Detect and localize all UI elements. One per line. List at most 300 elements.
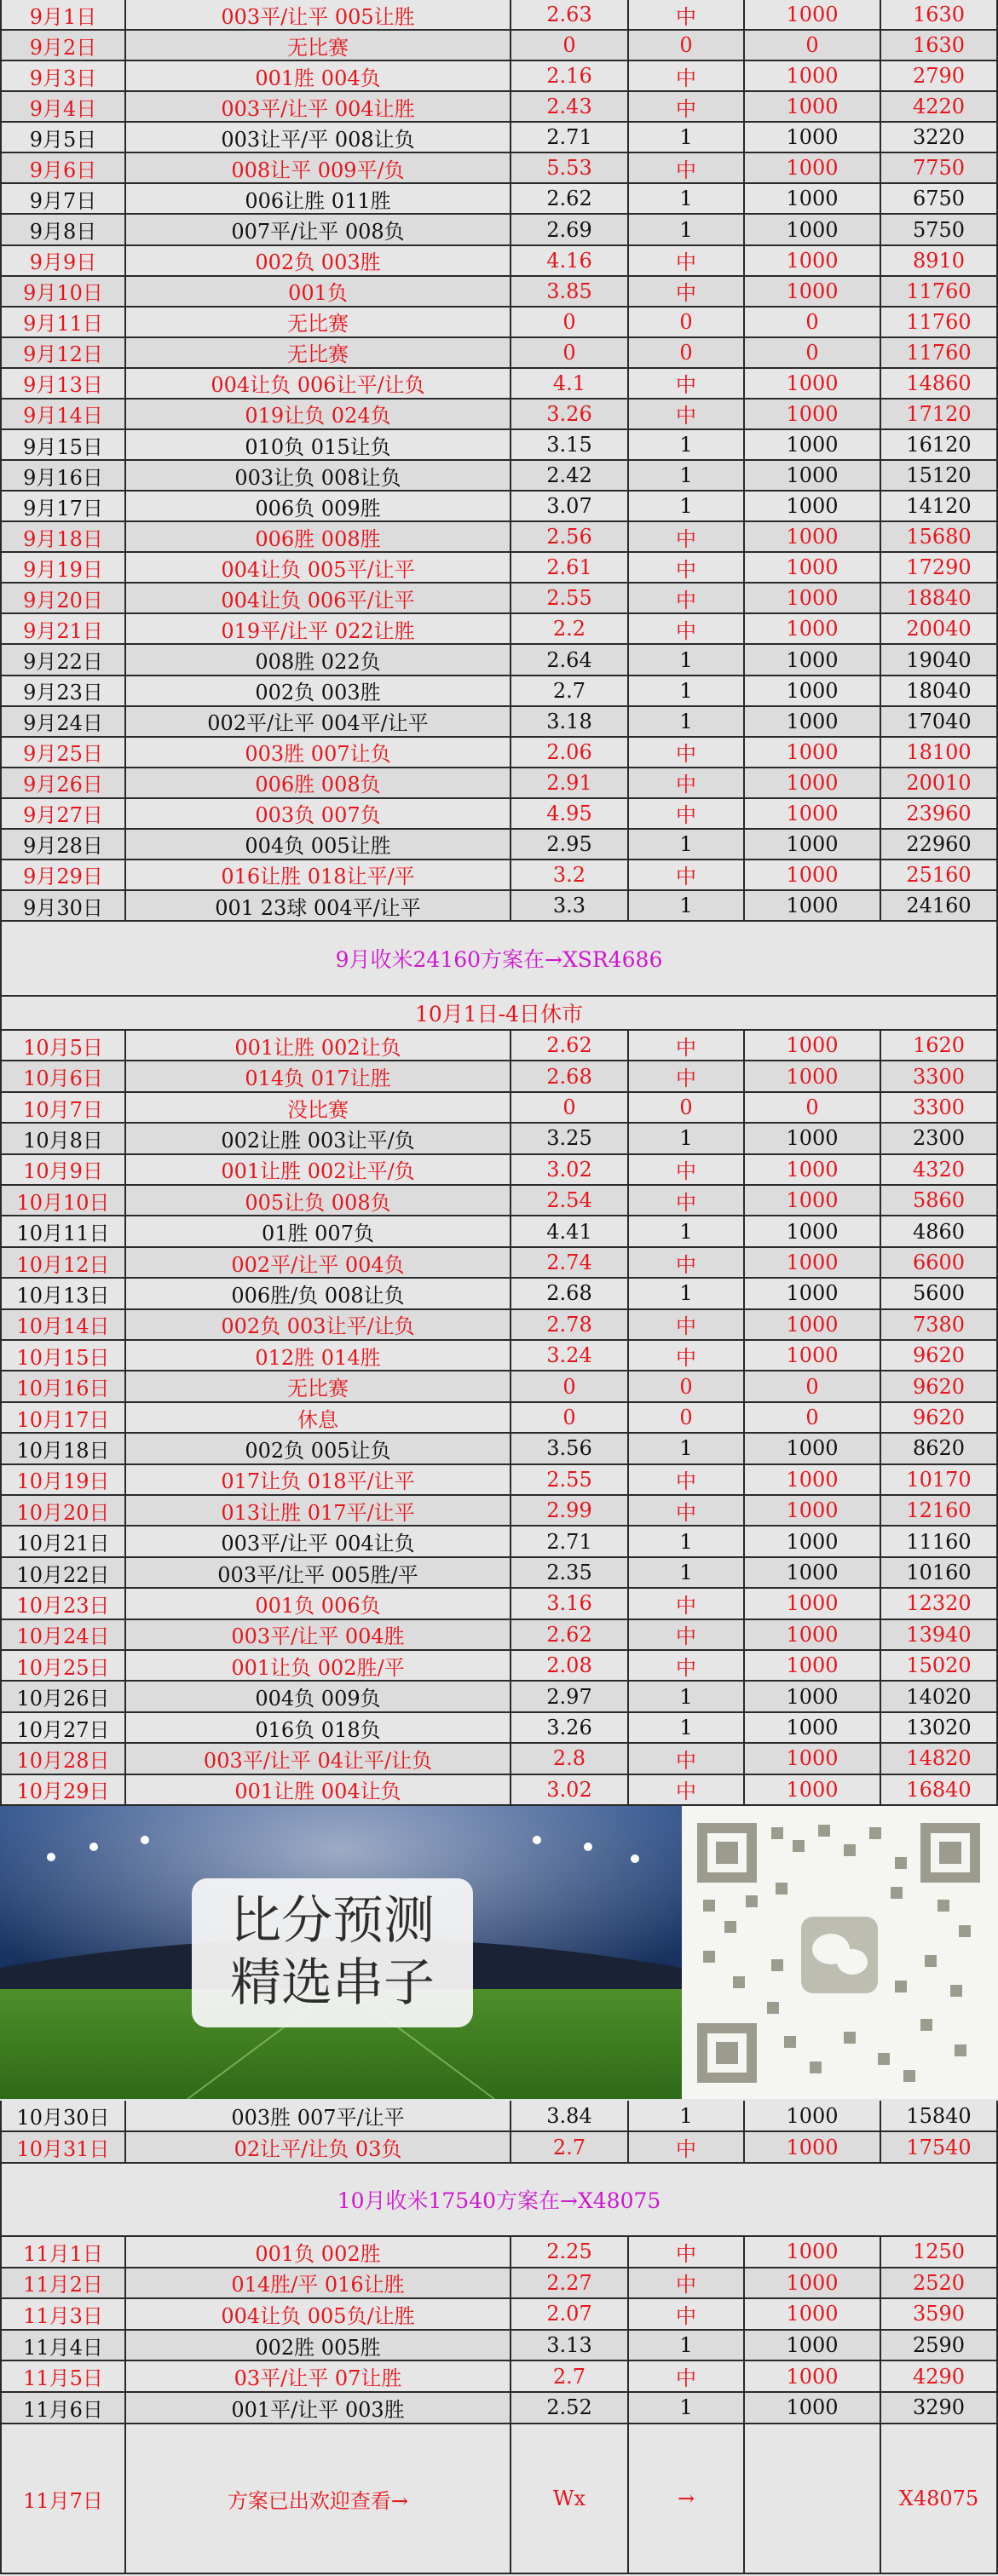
row-date: 9月19日 xyxy=(0,553,126,582)
row-total: 4320 xyxy=(881,1155,998,1184)
table-row xyxy=(0,1589,998,1619)
row-odds: 3.3 xyxy=(511,891,629,920)
row-total: 24160 xyxy=(881,891,998,920)
row-result: 中 xyxy=(629,2132,745,2162)
row-date: 10月7日 xyxy=(0,1093,126,1122)
row-total: 3300 xyxy=(881,1061,998,1090)
row-pick: 001让胜 004让负 xyxy=(126,1775,511,1804)
row-total: 3220 xyxy=(881,123,998,152)
row-stake: 1000 xyxy=(745,92,881,121)
table-row xyxy=(0,400,998,430)
row-pick: 006胜 008负 xyxy=(126,768,511,797)
table-row xyxy=(0,799,998,830)
row-total: 7750 xyxy=(881,153,998,182)
row-total: 13020 xyxy=(881,1713,998,1742)
row-result: 1 xyxy=(629,184,745,213)
row-date: 10月5日 xyxy=(0,1031,126,1060)
row-date: 9月3日 xyxy=(0,61,126,90)
row-stake: 1000 xyxy=(745,768,881,797)
row-odds: 3.07 xyxy=(511,492,629,520)
row-stake: 1000 xyxy=(745,61,881,90)
row-total: 6750 xyxy=(881,184,998,213)
row-total: 17120 xyxy=(881,400,998,428)
september-summary-banner: 9月收米24160方案在→XSR4686 xyxy=(0,922,998,997)
table-row xyxy=(0,246,998,277)
row-result: 1 xyxy=(629,707,745,736)
row-stake: 1000 xyxy=(745,2132,881,2162)
row-stake: 1000 xyxy=(745,1124,881,1153)
row-date: 10月23日 xyxy=(0,1589,126,1618)
row-date: 10月10日 xyxy=(0,1186,126,1215)
row-result: 中 xyxy=(629,61,745,90)
row-result: 中 xyxy=(629,2237,745,2267)
promo-banner[interactable] xyxy=(0,1806,998,2099)
row-total: 15020 xyxy=(881,1651,998,1680)
row-result: 0 xyxy=(629,1403,745,1432)
row-date: 10月17日 xyxy=(0,1403,126,1432)
row-pick: 002让胜 003让平/负 xyxy=(126,1124,511,1153)
row-total: 17540 xyxy=(881,2132,998,2162)
row-date: 11月5日 xyxy=(0,2361,126,2391)
row-odds: 2.55 xyxy=(511,584,629,612)
row-result: 中 xyxy=(629,1248,745,1277)
table-row xyxy=(0,1558,998,1589)
row-pick: 016负 018负 xyxy=(126,1713,511,1742)
row-stake: 1000 xyxy=(745,1031,881,1060)
row-result: 中 xyxy=(629,1310,745,1339)
row-total: 2790 xyxy=(881,61,998,90)
row-stake: 1000 xyxy=(745,676,881,705)
row-date: 10月8日 xyxy=(0,1124,126,1153)
table-row xyxy=(0,153,998,184)
row-stake: 0 xyxy=(745,308,881,336)
row-stake: 1000 xyxy=(745,277,881,306)
row-stake: 1000 xyxy=(745,1496,881,1525)
row-odds: 3.26 xyxy=(511,1713,629,1742)
row-odds: 2.71 xyxy=(511,123,629,152)
table-row xyxy=(0,1186,998,1216)
row-pick: 001负 xyxy=(126,277,511,306)
table-row xyxy=(0,1713,998,1744)
row-stake: 1000 xyxy=(745,430,881,459)
row-pick: 001 23球 004平/让平 xyxy=(126,891,511,920)
table-row xyxy=(0,860,998,891)
row-total: 4220 xyxy=(881,92,998,121)
row-stake: 1000 xyxy=(745,2331,881,2360)
row-date: 9月11日 xyxy=(0,308,126,336)
table-row xyxy=(0,707,998,738)
row-stake: 1000 xyxy=(745,553,881,582)
table-row xyxy=(0,522,998,553)
row-stake: 1000 xyxy=(745,830,881,859)
row-odds: 2.52 xyxy=(511,2393,629,2423)
row-date: 10月31日 xyxy=(0,2132,126,2162)
row-result: 中 xyxy=(629,553,745,582)
row-stake: 1000 xyxy=(745,707,881,736)
table-row xyxy=(0,92,998,123)
row-date: 9月17日 xyxy=(0,492,126,520)
row-odds: 2.7 xyxy=(511,2361,629,2391)
row-total: 25160 xyxy=(881,860,998,889)
row-odds: 2.55 xyxy=(511,1465,629,1494)
row-date: 9月29日 xyxy=(0,860,126,889)
final-contact: Wx xyxy=(511,2424,629,2573)
row-date: 9月22日 xyxy=(0,645,126,674)
row-pick: 001负 006负 xyxy=(126,1589,511,1618)
row-result: 1 xyxy=(629,830,745,859)
row-result: 1 xyxy=(629,1434,745,1463)
row-total: 5600 xyxy=(881,1279,998,1308)
table-row xyxy=(0,61,998,92)
row-pick: 03平/让平 07让胜 xyxy=(126,2361,511,2391)
row-pick: 无比赛 xyxy=(126,1371,511,1400)
row-result: 1 xyxy=(629,2101,745,2130)
row-total: 6600 xyxy=(881,1248,998,1277)
row-total: 15680 xyxy=(881,522,998,551)
row-pick: 003平/让平 004胜 xyxy=(126,1620,511,1649)
row-stake: 1000 xyxy=(745,0,881,29)
row-result: 0 xyxy=(629,308,745,336)
table-row xyxy=(0,614,998,645)
row-result: 中 xyxy=(629,1589,745,1618)
row-pick: 002负 003胜 xyxy=(126,246,511,275)
row-pick: 006负 009胜 xyxy=(126,492,511,520)
table-row xyxy=(0,461,998,492)
row-date: 9月5日 xyxy=(0,123,126,152)
row-total: 2520 xyxy=(881,2268,998,2298)
row-date: 10月13日 xyxy=(0,1279,126,1308)
table-row xyxy=(0,1496,998,1527)
table-row xyxy=(0,584,998,614)
row-stake: 1000 xyxy=(745,1558,881,1587)
table-row xyxy=(0,1031,998,1061)
row-odds: 4.41 xyxy=(511,1216,629,1245)
table-row xyxy=(0,1744,998,1774)
row-odds: 0 xyxy=(511,1403,629,1432)
row-date: 9月20日 xyxy=(0,584,126,612)
table-row xyxy=(0,553,998,584)
row-stake: 1000 xyxy=(745,799,881,828)
row-pick: 001胜 004负 xyxy=(126,61,511,90)
row-total: 2590 xyxy=(881,2331,998,2360)
row-odds: 2.54 xyxy=(511,1186,629,1215)
table-row xyxy=(0,492,998,522)
table-row xyxy=(0,2101,998,2132)
row-pick: 002负 003胜 xyxy=(126,676,511,705)
row-total: 2300 xyxy=(881,1124,998,1153)
row-total: 4290 xyxy=(881,2361,998,2391)
row-pick: 003胜 007平/让平 xyxy=(126,2101,511,2130)
row-pick: 02让平/让负 03负 xyxy=(126,2132,511,2162)
row-result: 中 xyxy=(629,246,745,275)
table-row xyxy=(0,768,998,799)
row-total: 18840 xyxy=(881,584,998,612)
row-result: 中 xyxy=(629,1775,745,1804)
row-pick: 002负 005让负 xyxy=(126,1434,511,1463)
row-stake: 1000 xyxy=(745,1279,881,1308)
row-odds: 2.16 xyxy=(511,61,629,90)
promo-title-line1: 比分预测 xyxy=(230,1891,435,1951)
row-pick: 001负 002胜 xyxy=(126,2237,511,2267)
row-date: 9月16日 xyxy=(0,461,126,490)
row-date: 11月3日 xyxy=(0,2299,126,2329)
row-result: 中 xyxy=(629,0,745,29)
row-stake: 0 xyxy=(745,1093,881,1122)
table-row xyxy=(0,1465,998,1496)
row-pick: 001让胜 002让平/负 xyxy=(126,1155,511,1184)
row-result: 1 xyxy=(629,1713,745,1742)
row-odds: 3.13 xyxy=(511,2331,629,2360)
row-stake: 1000 xyxy=(745,1186,881,1215)
row-pick: 010负 015让负 xyxy=(126,430,511,459)
row-result: 中 xyxy=(629,369,745,398)
row-result: 中 xyxy=(629,2299,745,2329)
table-row xyxy=(0,1248,998,1279)
row-stake: 1000 xyxy=(745,1651,881,1680)
row-stake: 0 xyxy=(745,338,881,367)
row-stake: 1000 xyxy=(745,2268,881,2298)
row-stake: 1000 xyxy=(745,1434,881,1463)
row-result: 1 xyxy=(629,492,745,520)
row-odds: 3.16 xyxy=(511,1589,629,1618)
row-pick: 001让胜 002让负 xyxy=(126,1031,511,1060)
row-total: 11760 xyxy=(881,277,998,306)
row-result: 中 xyxy=(629,1496,745,1525)
row-result: 1 xyxy=(629,215,745,244)
row-stake: 1000 xyxy=(745,645,881,674)
row-odds: 2.62 xyxy=(511,184,629,213)
row-stake: 1000 xyxy=(745,1713,881,1742)
row-total: 3300 xyxy=(881,1093,998,1122)
row-odds: 0 xyxy=(511,1093,629,1122)
row-stake: 1000 xyxy=(745,2299,881,2329)
row-odds: 4.1 xyxy=(511,369,629,398)
row-result: 中 xyxy=(629,522,745,551)
table-row xyxy=(0,1310,998,1341)
row-date: 9月18日 xyxy=(0,522,126,551)
row-date: 10月16日 xyxy=(0,1371,126,1400)
row-date: 9月30日 xyxy=(0,891,126,920)
row-odds: 2.99 xyxy=(511,1496,629,1525)
row-result: 中 xyxy=(629,1155,745,1184)
row-date: 9月2日 xyxy=(0,31,126,60)
row-result: 中 xyxy=(629,400,745,428)
row-result: 中 xyxy=(629,1341,745,1370)
row-result: 1 xyxy=(629,2331,745,2360)
row-pick: 没比赛 xyxy=(126,1093,511,1122)
row-date: 10月29日 xyxy=(0,1775,126,1804)
table-row xyxy=(0,2132,998,2164)
table-row xyxy=(0,2393,998,2424)
row-stake: 1000 xyxy=(745,1744,881,1773)
row-date: 10月11日 xyxy=(0,1216,126,1245)
row-result: 中 xyxy=(629,584,745,612)
row-odds: 0 xyxy=(511,338,629,367)
row-result: 1 xyxy=(629,430,745,459)
row-odds: 2.91 xyxy=(511,768,629,797)
row-date: 9月25日 xyxy=(0,738,126,767)
row-pick: 017让负 018平/让平 xyxy=(126,1465,511,1494)
row-total: 14860 xyxy=(881,369,998,398)
row-odds: 3.2 xyxy=(511,860,629,889)
row-total: 14020 xyxy=(881,1682,998,1711)
row-pick: 004负 005让胜 xyxy=(126,830,511,859)
row-pick: 002胜 005胜 xyxy=(126,2331,511,2360)
table-row xyxy=(0,1682,998,1712)
row-date: 9月7日 xyxy=(0,184,126,213)
final-date: 11月7日 xyxy=(0,2424,126,2573)
table-row xyxy=(0,1216,998,1247)
row-stake: 0 xyxy=(745,1403,881,1432)
row-odds: 2.68 xyxy=(511,1061,629,1090)
row-odds: 2.78 xyxy=(511,1310,629,1339)
wechat-icon xyxy=(801,1917,878,1993)
table-row xyxy=(0,369,998,400)
row-stake: 1000 xyxy=(745,1216,881,1245)
row-stake: 1000 xyxy=(745,860,881,889)
row-pick: 004让负 006让平/让负 xyxy=(126,369,511,398)
row-odds: 4.16 xyxy=(511,246,629,275)
row-result: 1 xyxy=(629,676,745,705)
final-pick-link[interactable]: 方案已出欢迎查看→ xyxy=(126,2424,511,2573)
row-result: 中 xyxy=(629,1465,745,1494)
row-pick: 004让负 006平/让平 xyxy=(126,584,511,612)
table-row xyxy=(0,430,998,461)
row-stake: 1000 xyxy=(745,184,881,213)
row-odds: 3.25 xyxy=(511,1124,629,1153)
row-total: 18100 xyxy=(881,738,998,767)
row-pick: 003平/让平 04让平/让负 xyxy=(126,1744,511,1773)
row-pick: 003让负 008让负 xyxy=(126,461,511,490)
row-result: 1 xyxy=(629,1527,745,1555)
row-date: 10月22日 xyxy=(0,1558,126,1587)
row-odds: 2.62 xyxy=(511,1031,629,1060)
row-date: 10月28日 xyxy=(0,1744,126,1773)
row-date: 9月13日 xyxy=(0,369,126,398)
row-pick: 003平/让平 004让负 xyxy=(126,1527,511,1555)
row-total: 22960 xyxy=(881,830,998,859)
row-total: 11760 xyxy=(881,338,998,367)
table-row xyxy=(0,1775,998,1806)
row-pick: 007平/让平 008负 xyxy=(126,215,511,244)
row-date: 9月4日 xyxy=(0,92,126,121)
row-date: 9月8日 xyxy=(0,215,126,244)
row-odds: 3.02 xyxy=(511,1155,629,1184)
row-odds: 3.18 xyxy=(511,707,629,736)
row-date: 9月1日 xyxy=(0,0,126,29)
row-total: 8620 xyxy=(881,1434,998,1463)
row-odds: 2.68 xyxy=(511,1279,629,1308)
row-stake: 1000 xyxy=(745,2361,881,2391)
row-pick: 008胜 022负 xyxy=(126,645,511,674)
row-pick: 01胜 007负 xyxy=(126,1216,511,1245)
row-result: 中 xyxy=(629,1620,745,1649)
table-row xyxy=(0,1434,998,1464)
row-odds: 2.74 xyxy=(511,1248,629,1277)
table-row xyxy=(0,830,998,860)
table-row xyxy=(0,1155,998,1186)
table-row xyxy=(0,2268,998,2300)
row-date: 9月9日 xyxy=(0,246,126,275)
row-odds: 2.56 xyxy=(511,522,629,551)
table-row xyxy=(0,1651,998,1682)
row-result: 中 xyxy=(629,1061,745,1090)
row-stake: 1000 xyxy=(745,1465,881,1494)
row-result: 0 xyxy=(629,338,745,367)
row-result: 中 xyxy=(629,1031,745,1060)
row-pick: 003让平/平 008让负 xyxy=(126,123,511,152)
row-total: 9620 xyxy=(881,1341,998,1370)
row-total: 16120 xyxy=(881,430,998,459)
table-row xyxy=(0,1371,998,1402)
row-stake: 1000 xyxy=(745,1155,881,1184)
row-total: 16840 xyxy=(881,1775,998,1804)
row-total: 10170 xyxy=(881,1465,998,1494)
row-date: 9月21日 xyxy=(0,614,126,643)
row-stake: 1000 xyxy=(745,123,881,152)
row-total: 5750 xyxy=(881,215,998,244)
row-result: 1 xyxy=(629,2393,745,2423)
row-odds: 2.97 xyxy=(511,1682,629,1711)
table-row xyxy=(0,1527,998,1557)
row-odds: 2.95 xyxy=(511,830,629,859)
row-odds: 2.7 xyxy=(511,676,629,705)
table-row xyxy=(0,645,998,676)
row-total: 23960 xyxy=(881,799,998,828)
row-total: 17290 xyxy=(881,553,998,582)
row-result: 0 xyxy=(629,1371,745,1400)
row-stake: 1000 xyxy=(745,584,881,612)
row-total: 5860 xyxy=(881,1186,998,1215)
row-stake: 1000 xyxy=(745,1682,881,1711)
row-pick: 001平/让平 003胜 xyxy=(126,2393,511,2423)
table-row xyxy=(0,215,998,245)
row-odds: 5.53 xyxy=(511,153,629,182)
october-break-banner: 10月1日-4日休市 xyxy=(0,997,998,1031)
row-total: 10160 xyxy=(881,1558,998,1587)
row-stake: 1000 xyxy=(745,1775,881,1804)
row-total: 1630 xyxy=(881,31,998,60)
row-stake: 1000 xyxy=(745,2393,881,2423)
row-pick: 003负 007负 xyxy=(126,799,511,828)
table-row xyxy=(0,123,998,153)
row-odds: 2.35 xyxy=(511,1558,629,1587)
row-pick: 003平/让平 004让胜 xyxy=(126,92,511,121)
row-total: 19040 xyxy=(881,645,998,674)
row-odds: 3.15 xyxy=(511,430,629,459)
table-row xyxy=(0,1093,998,1124)
table-row xyxy=(0,1061,998,1092)
table-row xyxy=(0,1341,998,1371)
row-date: 10月24日 xyxy=(0,1620,126,1649)
row-stake: 1000 xyxy=(745,1248,881,1277)
row-odds: 2.61 xyxy=(511,553,629,582)
row-odds: 2.7 xyxy=(511,2132,629,2162)
row-date: 9月6日 xyxy=(0,153,126,182)
row-odds: 2.69 xyxy=(511,215,629,244)
row-odds: 3.02 xyxy=(511,1775,629,1804)
table-row xyxy=(0,1279,998,1309)
row-odds: 2.63 xyxy=(511,0,629,29)
row-date: 9月26日 xyxy=(0,768,126,797)
row-result: 1 xyxy=(629,1279,745,1308)
row-result: 中 xyxy=(629,2268,745,2298)
row-result: 0 xyxy=(629,31,745,60)
row-date: 9月15日 xyxy=(0,430,126,459)
row-stake: 1000 xyxy=(745,891,881,920)
row-odds: 2.07 xyxy=(511,2299,629,2329)
row-total: 3590 xyxy=(881,2299,998,2329)
